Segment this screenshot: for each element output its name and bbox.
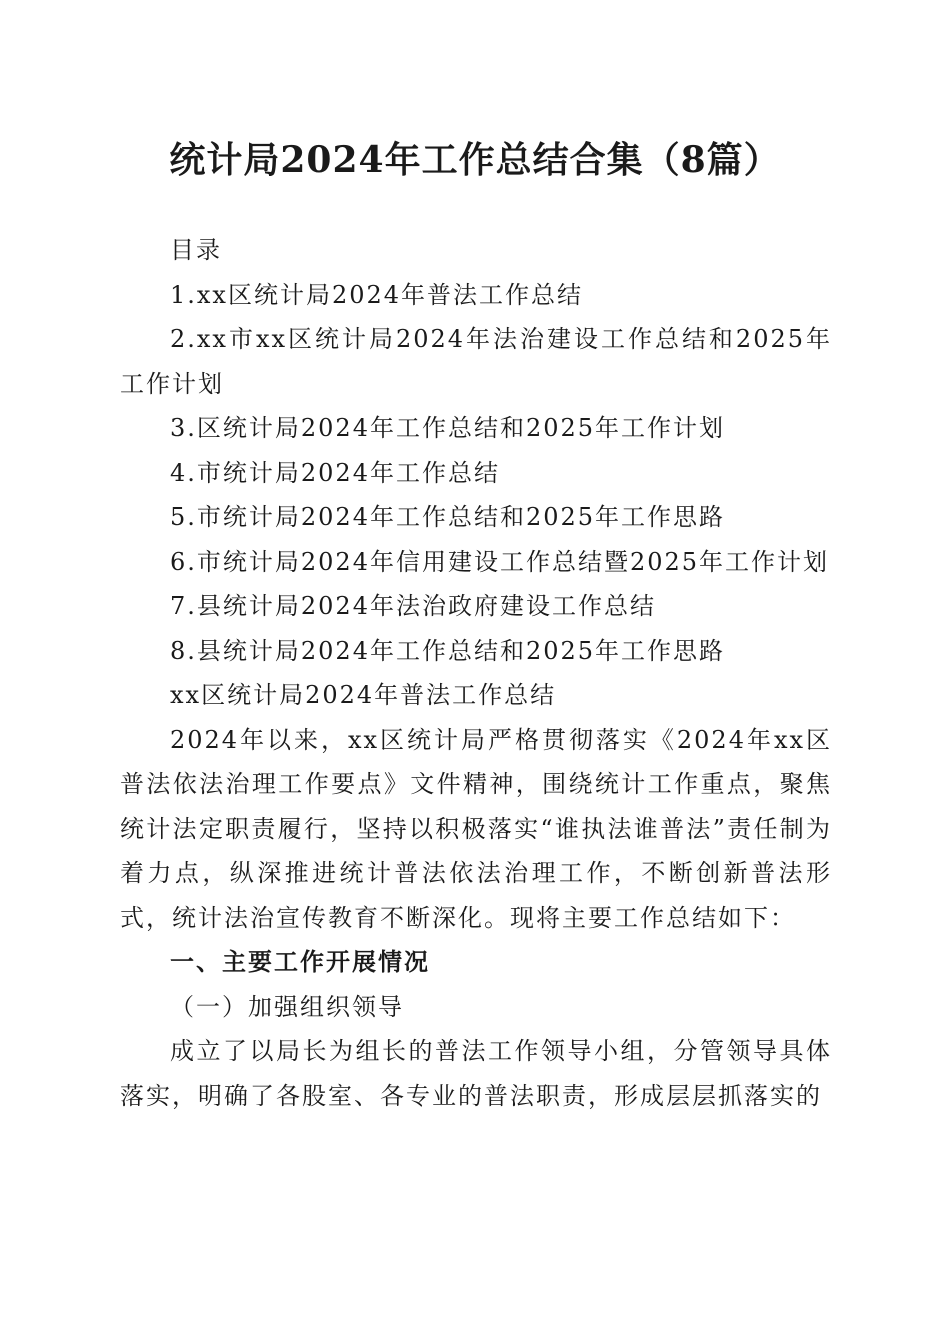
subsection-heading: （一）加强组织领导 (170, 992, 404, 1021)
toc-item-3: 3.区统计局2024年工作总结和2025年工作计划 (170, 414, 726, 442)
toc-item-6: 6.市统计局2024年信用建设工作总结暨2025年工作计划 (170, 547, 830, 576)
toc-item-1: 1.xx区统计局2024年普法工作总结 (170, 280, 584, 309)
toc-item-7: 7.县统计局2024年法治政府建设工作总结 (170, 592, 656, 620)
intro-paragraph: 2024年以来，xx区统计局严格贯彻落实《2024年xx区普法依法治理工作要点》文件精神，围绕统计工作重点，聚焦统计法定职责履行，坚持以积极落实“谁执法谁普法”责任制为着力点，纵深推进统计普法依法治理工作，不断创新普法形式，统计法治宣传教育不断深化。现将主要工作总结如下： (120, 725, 832, 932)
toc-item-2: 2.xx市xx区统计局2024年法治建设工作总结和2025年工作计划 (120, 325, 832, 398)
toc-item-5: 5.市统计局2024年工作总结和2025年工作思路 (170, 503, 726, 531)
toc-item-4: 4.市统计局2024年工作总结 (170, 458, 500, 487)
subsection-paragraph: 成立了以局长为组长的普法工作领导小组，分管领导具体落实，明确了各股室、各专业的普法职责，形成层层抓落实的 (120, 1037, 832, 1110)
toc-item-8: 8.县统计局2024年工作总结和2025年工作思路 (170, 636, 726, 665)
section-heading: 一、主要工作开展情况 (170, 948, 430, 976)
document-title: 统计局2024年工作总结合集（8篇） (169, 139, 781, 181)
article-title: xx区统计局2024年普法工作总结 (170, 681, 557, 709)
document-body (120, 228, 832, 1118)
toc-heading: 目录 (170, 236, 222, 264)
